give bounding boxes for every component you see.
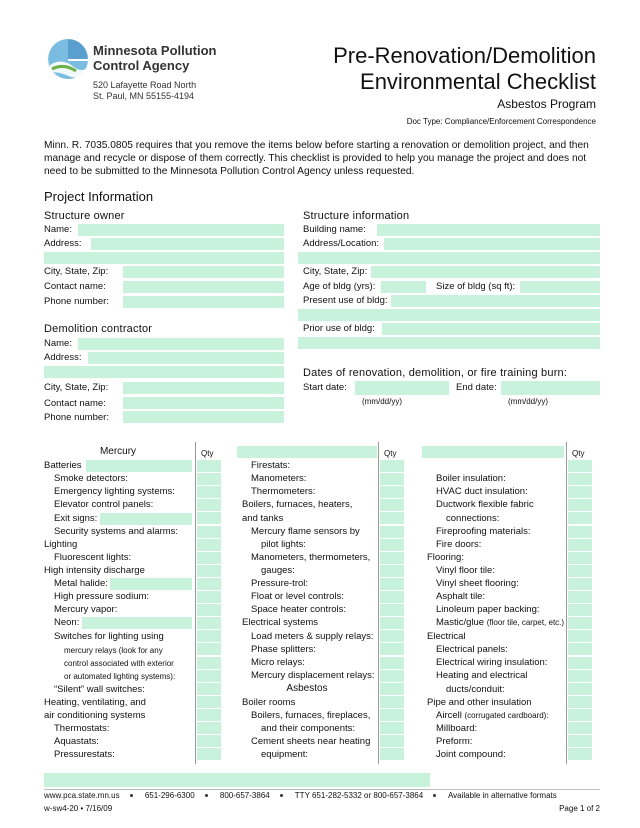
end-date-label: End date: [456, 382, 497, 393]
qty-input[interactable] [197, 643, 221, 655]
list-item-aircell [436, 710, 549, 722]
structure-owner-heading: Structure owner [44, 210, 125, 222]
qty-input[interactable] [197, 591, 221, 603]
qty-input[interactable] [568, 512, 592, 524]
contractor-contact-label: Contact name: [44, 398, 106, 409]
list-item: Pressure-trol: [251, 578, 309, 589]
col1-separator [195, 442, 196, 764]
list-item: Electrical systems [242, 617, 319, 628]
list-item: Neon: [54, 617, 80, 628]
list-item: and their components: [261, 723, 356, 734]
qty-input[interactable] [380, 552, 404, 564]
qty-input[interactable] [568, 670, 592, 682]
footer-tty: TTY 651-282-5332 or 800-657-3864 [294, 791, 424, 800]
end-date-format: (mm/dd/yy) [508, 397, 548, 406]
list-item: Firestats: [251, 460, 291, 471]
qty-input[interactable] [568, 617, 592, 629]
qty-input[interactable] [197, 526, 221, 538]
qty-input[interactable] [197, 696, 221, 708]
qty-input[interactable] [568, 539, 592, 551]
title-line2: Environmental Checklist [360, 69, 596, 94]
qty-input[interactable] [380, 499, 404, 511]
footer-divider [44, 789, 600, 790]
list-item: Flooring: [427, 552, 464, 563]
col2-header-field[interactable] [237, 446, 377, 458]
list-item: High intensity discharge [44, 565, 145, 576]
qty-input[interactable] [197, 512, 221, 524]
qty-input[interactable] [197, 552, 221, 564]
list-item: Float or level controls: [251, 591, 344, 602]
info-city-label: City, State, Zip: [303, 266, 368, 277]
qty-input[interactable] [197, 657, 221, 669]
list-item: “Silent” wall switches: [54, 684, 145, 695]
title-line1: Pre-Renovation/Demolition [333, 43, 596, 68]
list-item: Mercury flame sensors by [251, 526, 360, 537]
list-item: Lighting [44, 539, 78, 550]
qty-input[interactable] [568, 604, 592, 616]
list-item: High pressure sodium: [54, 591, 150, 602]
list-item: Exit signs: [54, 513, 98, 524]
list-item: Joint compound: [436, 749, 506, 760]
list-item: Millboard: [436, 723, 478, 734]
qty-input[interactable] [380, 578, 404, 590]
metal-halide-field[interactable] [110, 578, 192, 590]
qty-input[interactable] [380, 657, 404, 669]
org-address-line2: St. Paul, MN 55155-4194 [93, 91, 195, 101]
list-item: Elevator control panels: [54, 499, 154, 510]
bullet-icon [205, 794, 208, 797]
aircell-note: (corrugated cardboard): [464, 711, 549, 720]
list-item: Boilers, furnaces, heaters, [242, 499, 353, 510]
mastic-note: (floor tile, carpet, etc.) [486, 618, 565, 627]
age-label: Age of bldg (yrs): [303, 281, 376, 292]
bullet-icon [130, 794, 133, 797]
list-item: Manometers, thermometers, [251, 552, 371, 563]
list-item: or automated lighting systems): [64, 672, 176, 681]
qty-input[interactable] [568, 552, 592, 564]
list-item: Vinyl floor tile: [436, 565, 495, 576]
contractor-city-label: City, State, Zip: [44, 382, 109, 393]
asbestos-header: Asbestos [286, 683, 328, 694]
list-item: Manometers: [251, 473, 307, 484]
qty-input[interactable] [380, 539, 404, 551]
qty-input[interactable] [197, 748, 221, 760]
footer-alt-formats: Available in alternative formats [447, 791, 557, 800]
notes-field[interactable] [44, 773, 430, 787]
qty-input[interactable] [197, 630, 221, 642]
qty-input[interactable] [380, 683, 404, 695]
bullet-icon [433, 794, 436, 797]
qty-input[interactable] [568, 460, 592, 472]
list-item: Aquastats: [54, 736, 99, 747]
qty-input[interactable] [568, 591, 592, 603]
batteries-field[interactable] [86, 460, 192, 472]
location-label: Address/Location: [303, 238, 380, 249]
contractor-phone-label: Phone number: [44, 412, 109, 423]
org-name-line1: Minnesota Pollution [93, 43, 217, 58]
prior-use-label: Prior use of bldg: [303, 323, 375, 334]
list-item: Load meters & supply relays: [251, 631, 374, 642]
building-name-label: Building name: [303, 224, 366, 235]
qty-input[interactable] [197, 683, 221, 695]
list-item: Emergency lighting systems: [54, 486, 175, 497]
qty-input[interactable] [197, 735, 221, 747]
page-number: Page 1 of 2 [559, 804, 600, 813]
qty-input[interactable] [197, 578, 221, 590]
qty-input[interactable] [197, 722, 221, 734]
list-item: Electrical [427, 631, 466, 642]
list-item: Fire doors: [436, 539, 482, 550]
qty-input[interactable] [568, 748, 592, 760]
qty-input[interactable] [197, 460, 221, 472]
qty-input[interactable] [197, 473, 221, 485]
list-item: Switches for lighting using [54, 631, 164, 642]
qty-input[interactable] [568, 696, 592, 708]
qty-header-2: Qty [384, 449, 397, 458]
list-item: Mercury displacement relays: [251, 670, 375, 681]
list-item: Mercury vapor: [54, 604, 118, 615]
neon-field[interactable] [82, 617, 192, 629]
list-item: Asphalt tile: [436, 591, 486, 602]
contractor-heading: Demolition contractor [44, 323, 153, 335]
owner-contact-label: Contact name: [44, 281, 106, 292]
list-item: Micro relays: [251, 657, 305, 668]
qty-input[interactable] [197, 486, 221, 498]
qty-input[interactable] [568, 473, 592, 485]
qty-header-3: Qty [572, 449, 585, 458]
qty-input[interactable] [197, 565, 221, 577]
qty-input[interactable] [568, 657, 592, 669]
contractor-name-label: Name: [44, 338, 72, 349]
qty-input[interactable] [380, 735, 404, 747]
qty-input[interactable] [380, 604, 404, 616]
list-item: connections: [446, 513, 500, 524]
start-date-label: Start date: [303, 382, 347, 393]
list-item: Thermometers: [251, 486, 316, 497]
qty-input[interactable] [380, 617, 404, 629]
footer-contacts [44, 791, 557, 800]
footer-phone1: 651-296-6300 [144, 791, 195, 800]
list-item: air conditioning systems [44, 710, 146, 721]
qty-input[interactable] [380, 565, 404, 577]
org-address-line1: 520 Lafayette Road North [93, 80, 197, 90]
list-item: Heating and electrical [436, 670, 528, 681]
project-info-heading: Project Information [44, 189, 154, 204]
owner-name-label: Name: [44, 224, 72, 235]
list-item: Linoleum paper backing: [436, 604, 540, 615]
list-item: Boilers, furnaces, fireplaces, [251, 710, 371, 721]
qty-input[interactable] [380, 722, 404, 734]
form-number: w-sw4-20 • 7/16/09 [44, 804, 113, 813]
list-item: pilot lights: [261, 539, 306, 550]
list-item: Electrical panels: [436, 644, 508, 655]
qty-input[interactable] [568, 630, 592, 642]
start-date-format: (mm/dd/yy) [362, 397, 402, 406]
qty-input[interactable] [568, 578, 592, 590]
list-item: Fireproofing materials: [436, 526, 531, 537]
mastic-label: Mastic/glue [436, 617, 485, 628]
list-item: Phase splitters: [251, 644, 316, 655]
list-item: Ductwork flexible fabric [436, 499, 534, 510]
list-item: Pressurestats: [54, 749, 115, 760]
dates-heading: Dates of renovation, demolition, or fire training burn: [303, 367, 568, 379]
bullet-icon [280, 794, 283, 797]
list-item: ducts/conduit: [446, 684, 505, 695]
col3-separator [566, 442, 567, 764]
exit-signs-field[interactable] [100, 513, 192, 525]
qty-input[interactable] [197, 604, 221, 616]
list-item: Smoke detectors: [54, 473, 128, 484]
list-item: Preform: [436, 736, 473, 747]
qty-input[interactable] [568, 486, 592, 498]
contractor-address-label: Address: [44, 352, 82, 363]
owner-phone-label: Phone number: [44, 296, 109, 307]
list-item: Security systems and alarms: [54, 526, 179, 537]
list-item: Pipe and other insulation [427, 697, 532, 708]
qty-input[interactable] [197, 670, 221, 682]
size-label: Size of bldg (sq ft): [436, 281, 516, 292]
col3-header-field[interactable] [422, 446, 564, 458]
qty-input[interactable] [380, 630, 404, 642]
qty-input[interactable] [197, 617, 221, 629]
list-item: gauges: [261, 565, 295, 576]
qty-input[interactable] [568, 735, 592, 747]
structure-info-heading: Structure information [303, 210, 410, 222]
qty-input[interactable] [380, 696, 404, 708]
footer-website[interactable]: www.pca.state.mn.us [44, 791, 120, 800]
qty-header-1: Qty [201, 449, 214, 458]
list-item: Vinyl sheet flooring: [436, 578, 519, 589]
qty-input[interactable] [568, 499, 592, 511]
org-name-line2: Control Agency [93, 58, 190, 73]
program-name: Asbestos Program [497, 97, 596, 111]
list-item: equipment: [261, 749, 309, 760]
list-item: HVAC duct insulation: [436, 486, 528, 497]
qty-input[interactable] [568, 683, 592, 695]
qty-input[interactable] [380, 512, 404, 524]
list-item: control associated with exterior [64, 659, 174, 668]
qty-input[interactable] [380, 526, 404, 538]
qty-input[interactable] [197, 709, 221, 721]
list-item: Electrical wiring insulation: [436, 657, 548, 668]
list-item: Space heater controls: [251, 604, 347, 615]
list-item: Boiler insulation: [436, 473, 506, 484]
aircell-label: Aircell [436, 710, 462, 721]
list-item: mercury relays (look for any [64, 646, 163, 655]
owner-city-label: City, State, Zip: [44, 266, 109, 277]
qty-input[interactable] [568, 722, 592, 734]
qty-input[interactable] [568, 709, 592, 721]
qty-input[interactable] [380, 748, 404, 760]
qty-input[interactable] [380, 591, 404, 603]
footer-phone2: 800-657-3864 [219, 791, 270, 800]
qty-input[interactable] [568, 565, 592, 577]
intro-paragraph: Minn. R. 7035.0805 requires that you remove the items below before starting a renovation or demolition project, and then manage and recycle or dispose of them correctly. This checklist is provided to help you manage the project and does not need to be submitted to the Minnesota Pollution Control Agency unless requested. [44, 140, 589, 177]
qty-input[interactable] [380, 643, 404, 655]
list-item: Batteries [44, 460, 82, 471]
qty-input[interactable] [380, 473, 404, 485]
list-item: Cement sheets near heating [251, 736, 371, 747]
qty-input[interactable] [197, 499, 221, 511]
list-item-mastic [436, 617, 564, 629]
qty-input[interactable] [568, 643, 592, 655]
doc-type: Doc Type: Compliance/Enforcement Correspondence [406, 117, 596, 126]
qty-input[interactable] [197, 539, 221, 551]
list-item: Fluorescent lights: [54, 552, 132, 563]
col2-separator [378, 442, 379, 764]
list-item: Heating, ventilating, and [44, 697, 146, 708]
owner-address-label: Address: [44, 238, 82, 249]
list-item: Metal halide: [54, 578, 108, 589]
present-use-label: Present use of bldg: [303, 295, 388, 306]
mercury-header: Mercury [99, 446, 137, 457]
list-item: Boiler rooms [242, 697, 296, 708]
qty-input[interactable] [380, 670, 404, 682]
qty-input[interactable] [380, 460, 404, 472]
list-item: Thermostats: [54, 723, 110, 734]
list-item: and tanks [242, 513, 284, 524]
qty-input[interactable] [380, 486, 404, 498]
qty-input[interactable] [568, 526, 592, 538]
qty-input[interactable] [380, 709, 404, 721]
